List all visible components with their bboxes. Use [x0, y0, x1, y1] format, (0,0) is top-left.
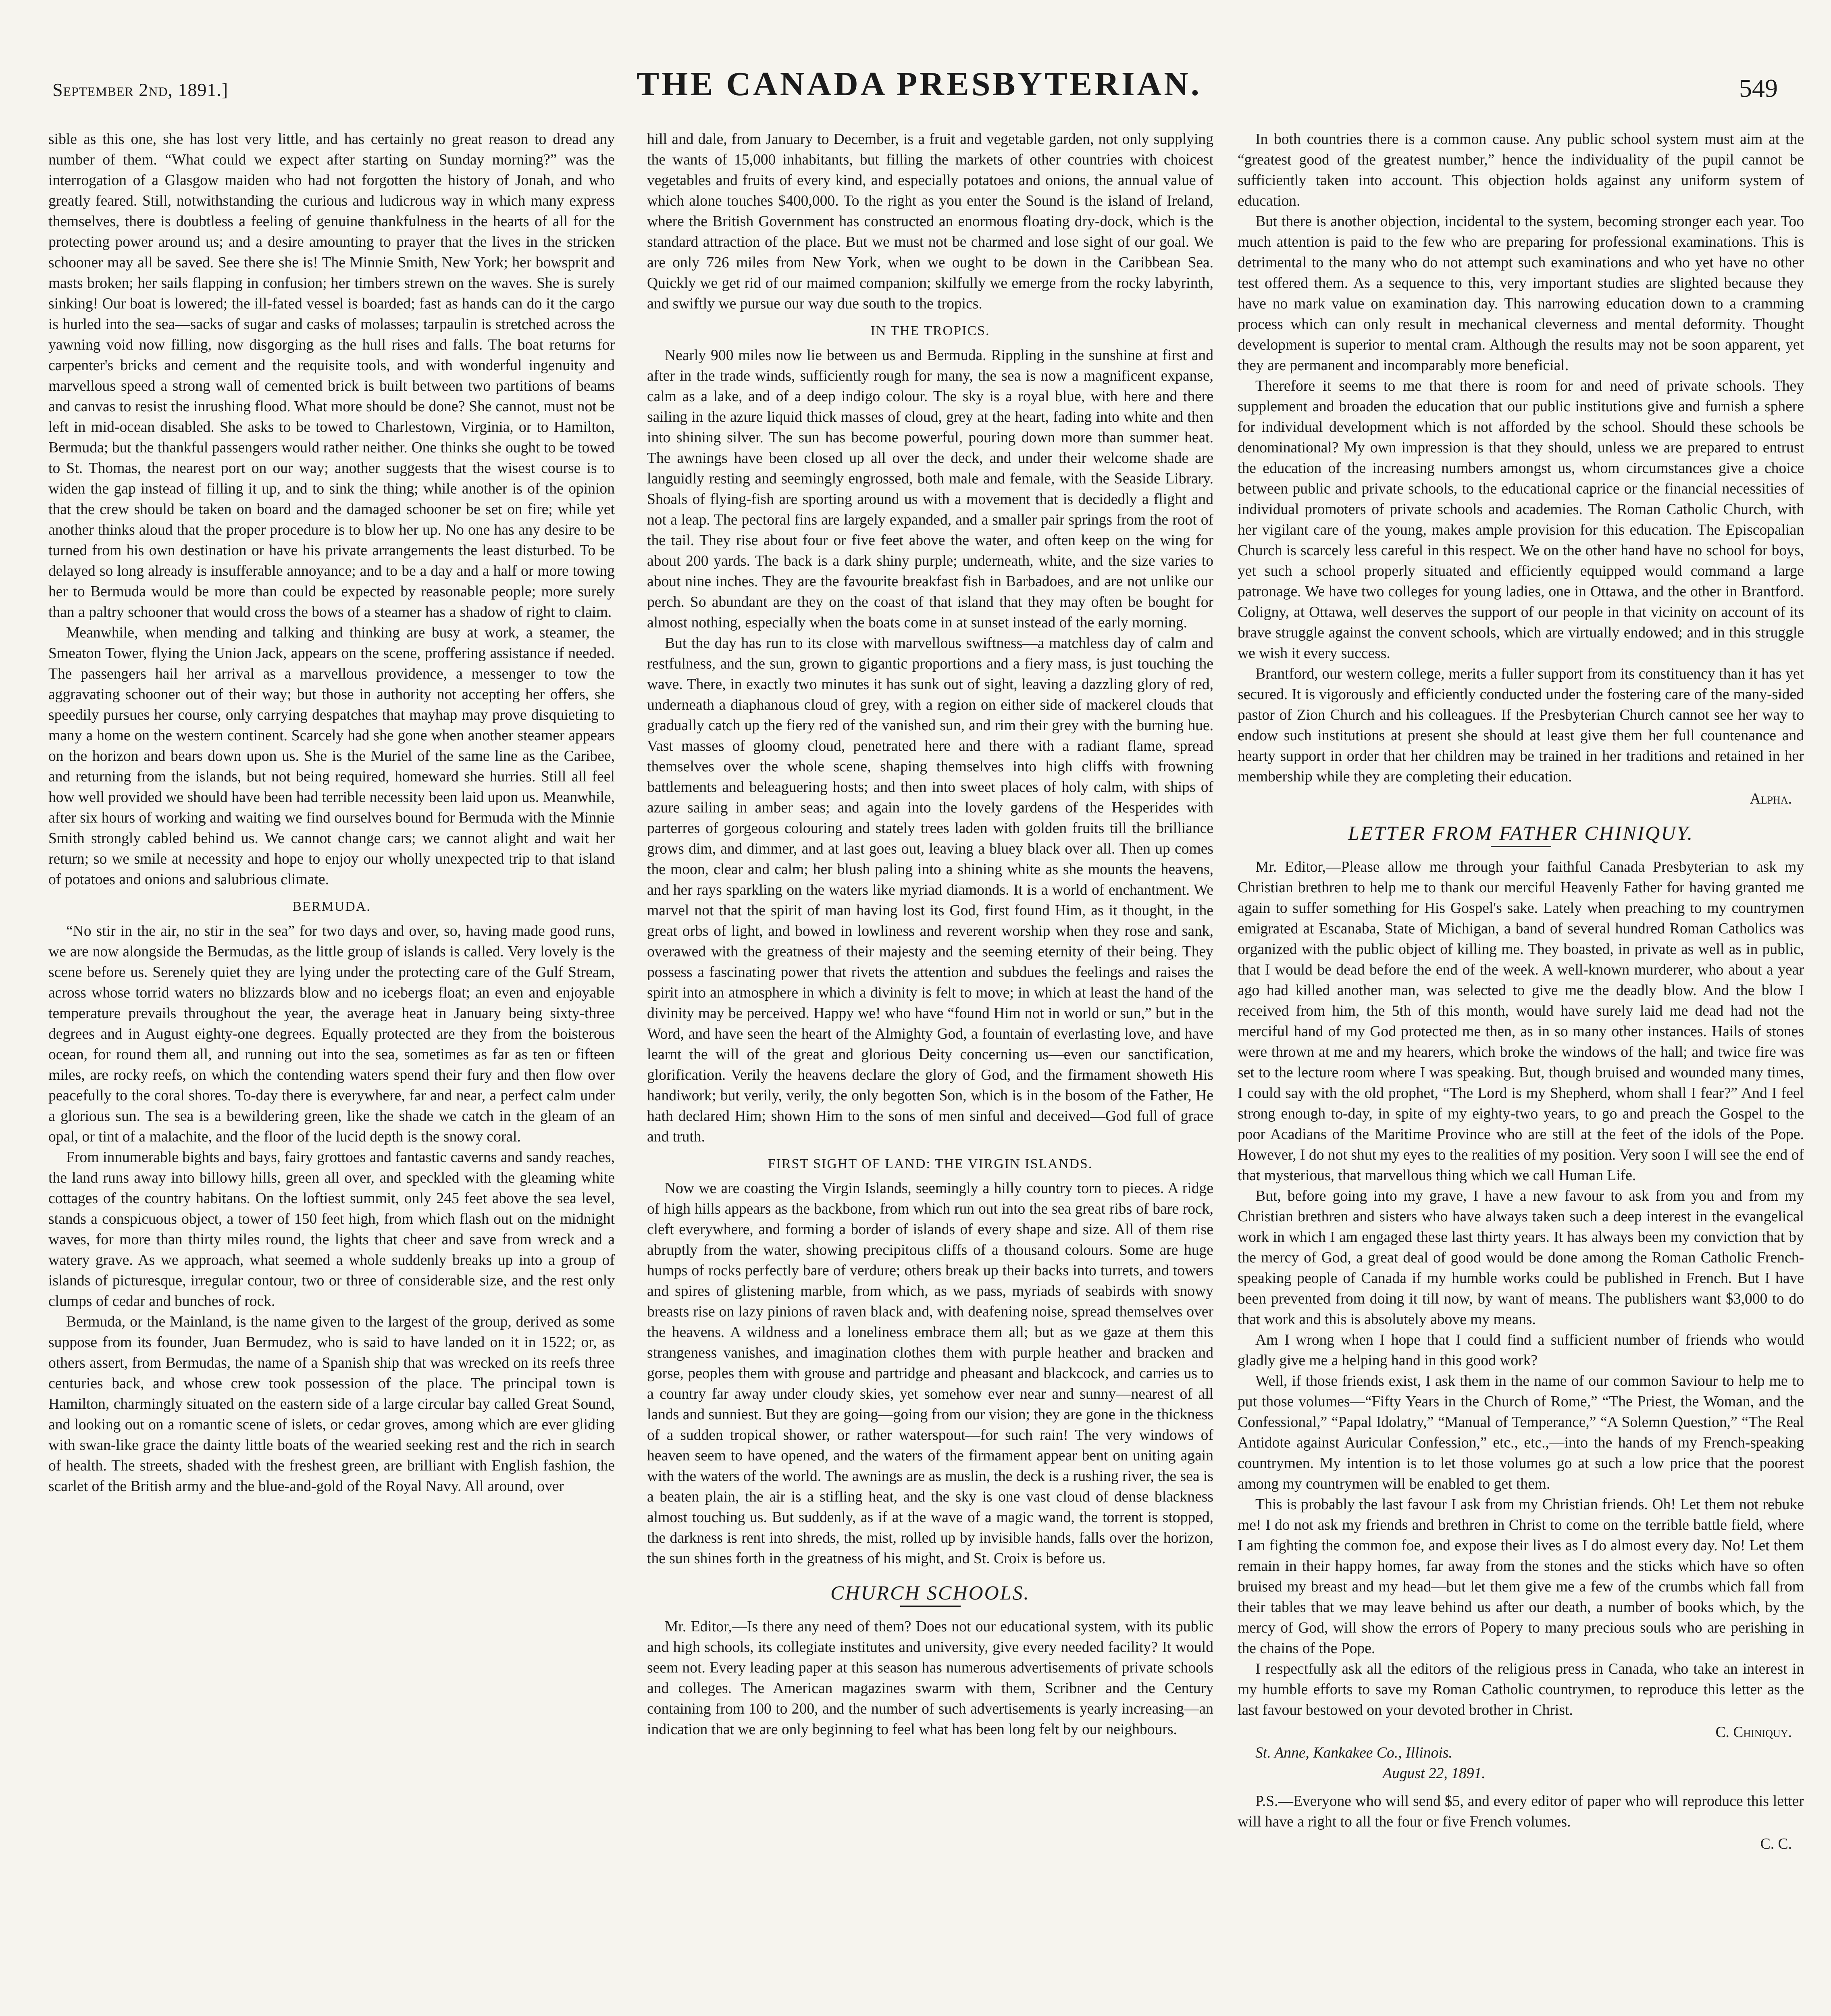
- paragraph: But there is another objection, incidental to the system, becoming stronger each year. Too much attention is paid to the few who are preparing for professional examinations. This is detrimental to the many who do not attempt such examinations and who yet have no other test offered them. As a sequence to this, very important studies are slighted because they have no mark value on examination day. This narrowing education down to a cramming process which can only result in mechanical cleverness and mental deformity. Thought development is superior to mental cram. Although the results may not be soon apparent, yet they are permanent and incomparably more beneficial.: [1238, 213, 1804, 374]
- publication-title: THE CANADA PRESBYTERIAN.: [637, 65, 1202, 103]
- column-1: [48, 129, 615, 2016]
- paragraph: From innumerable bights and bays, fairy grottoes and fantastic caverns and sandy reaches, the land runs away into billowy hills, green all over, and speckled with the gleaming white cottages of the country habitans. On the loftiest summit, only 245 feet above the sea level, stands a conspicuous object, a tower of 150 feet high, from which flash out on the midnight waves, for more than thirty miles round, the lights that cheer and save from wreck and a watery grave. As we approach, what seemed a whole suddenly breaks up into a group of islands of picturesque, irregular contour, two or three of considerable size, and the rest only clumps of cedar and bunches of rock.: [48, 1149, 615, 1310]
- page-number: 549: [1739, 74, 1778, 102]
- title-rule: [1491, 846, 1551, 847]
- paragraph: Therefore it seems to me that there is room for and need of private schools. They supplement and broaden the education that our public institutions give and furnish a sphere for individual development which is not afforded by the school. Should these schools be denominational? My own impression is that they should, unless we are prepared to entrust the education of the increasing numbers amongst us, whom circumstances give a choice between public and private schools, to the educational caprice or the financial necessities of individual promoters of private schools and academies. The Roman Catholic Church, with her vigilant care of the young, makes ample provision for this education. The Episcopalian Church is scarcely less careful in this respect. We on the other hand have no school for boys, yet such a school properly situated and efficiently equipped would command a large patronage. We have two colleges for young ladies, one in Ottawa, and the other in Brantford. Coligny, at Ottawa, well deserves the support of our people in that vicinity on account of its brave struggle against the convent schools, which are virtually endowed; and in this struggle we wish it every success.: [1238, 378, 1804, 662]
- paragraph: This is probably the last favour I ask from my Christian friends. Oh! Let them not rebuke me! I do not ask my friends and brethren in Christ to come on the terrible battle field, where I am fighting the common foe, and expose their lives as I do almost every day. No! Let them remain in their happy homes, far away from the stones and the sticks which have so often bruised my breast and my head—but let them give me a few of the crumbs which fall from their tables that we may leave behind us after our death, a number of books which, by the mercy of God, will show the errors of Popery to many precious souls who are perishing in the chains of the Pope.: [1238, 1496, 1804, 1657]
- signature-alpha: Alpha.: [1750, 791, 1792, 807]
- section-heading-bermuda: BERMUDA.: [292, 899, 371, 914]
- title-rule: [900, 1606, 961, 1607]
- masthead: [48, 65, 1790, 117]
- postscript-signature: C. C.: [1760, 1836, 1792, 1852]
- postscript: P.S.—Everyone who will send $5, and every editor of paper who will reproduce this letter will have a right to all the four or five French volumes.: [1238, 1793, 1804, 1830]
- section-heading-tropics: IN THE TROPICS.: [870, 323, 990, 338]
- paragraph: In both countries there is a common cause. Any public school system must aim at the “greatest good of the greatest number,” hence the individuality of the pupil cannot be sufficiently taken into account. This objection holds against any uniform system of education.: [1238, 131, 1804, 209]
- letter-place: St. Anne, Kankakee Co., Illinois.: [1255, 1745, 1452, 1761]
- paragraph: Mr. Editor,—Is there any need of them? Does not our educational system, with its public and high schools, its collegiate institutes and university, give every needed facility? It would seem not. Every leading paper at this season has numerous advertisements of private schools and colleges. The American magazines swarm with them, Scribner and the Century containing from 100 to 200, and the number of such advertisements is yearly increasing—an indication that we are only beginning to feel what has been long felt by our neighbours.: [647, 1618, 1213, 1738]
- section-heading-virgin-islands: FIRST SIGHT OF LAND: THE VIRGIN ISLANDS.: [768, 1156, 1093, 1171]
- paragraph: hill and dale, from January to December, is a fruit and vegetable garden, not only supplying the wants of 15,000 inhabitants, but filling the markets of other countries with choicest vegetables and fruits of every kind, and especially potatoes and onions, the annual value of which alone touches $400,000. To the right as you enter the Sound is the island of Ireland, where the British Government has constructed an enormous floating dry-dock, which is the standard attraction of the place. But we must not be charmed and lose sight of our goal. We are only 726 miles from New York, when we ought to be down in the Caribbean Sea. Quickly we get rid of our maimed companion; skilfully we emerge from the rocky labyrinth, and swiftly we pursue our way due south to the tropics.: [647, 131, 1213, 312]
- column-3: [1238, 129, 1804, 2016]
- paragraph: I respectfully ask all the editors of the religious press in Canada, who take an interest in my humble efforts to save my Roman Catholic countrymen, to reproduce this letter as the last favour bestowed on your devoted brother in Christ.: [1238, 1661, 1804, 1718]
- paragraph: Mr. Editor,—Please allow me through your faithful Canada Presbyterian to ask my Christian brethren to help me to thank our merciful Heavenly Father for having granted me again to suffer something for His Gospel's sake. Lately when preaching to my countrymen emigrated at Escanaba, State of Michigan, a band of several hundred Roman Catholics was organized with the public object of killing me. They boasted, in private as well as in public, that I would be dead before the end of the week. A well-known murderer, who about a year ago had killed another man, was selected to give me the deadly blow. And the blow I received from him, the 5th of this month, would have surely laid me dead had not the merciful hand of my God protected me then, as in so many other instances. Hails of stones were thrown at me and my hearers, which broke the windows of the hall; and twice fire was set to the lecture room where I was speaking. But, though bruised and wounded many times, I could say with the old prophet, “The Lord is my Shepherd, whom shall I fear?” And I feel strong enough to-day, in spite of my eighty-two years, to go and preach the Gospel to the poor Acadians of the Maritime Province who are still at the feet of the idols of the Pope. However, I do not shut my eyes to the realities of my position. Very soon I will see the end of that mysterious, that marvellous thing which we call Human Life.: [1238, 859, 1804, 1184]
- paragraph: “No stir in the air, no stir in the sea” for two days and over, so, having made good runs, we are now alongside the Bermudas, as the little group of islands is called. Very lovely is the scene before us. Serenely quiet they are lying under the protecting care of the Gulf Stream, across whose torrid waters no blizzards blow and no icebergs float; an even and enjoyable temperature prevails throughout the year, the average heat in January being sixty-three degrees and in August eighty-one degrees. Equally protected are they from the boisterous ocean, for round them all, and running out into the sea, sometimes as far as ten or fifteen miles, are rocky reefs, on which the contending waters spend their fury and then flow over peacefully to the coral shores. To-day there is everywhere, far and near, a perfect calm under a glorious sun. The sea is a bewildering green, like the shade we catch in the gleam of an opal, or tint of a malachite, and the floor of the lucid depth is the snowy coral.: [48, 923, 615, 1145]
- paragraph: Meanwhile, when mending and talking and thinking are busy at work, a steamer, the Smeaton Tower, flying the Union Jack, appears on the scene, proffering assistance if needed. The passengers hail her arrival as a marvellous providence, a messenger to tow the aggravating schooner out of their way; but those in authority not accepting her offers, she speedily pursues her course, only carrying despatches that mayhap may prove disquieting to many a home on the western continent. Scarcely had she gone when another steamer appears on the horizon and bears down upon us. She is the Muriel of the same line as the Caribee, and returning from the islands, but not being required, homeward she hurries. Still all feel how well provided we should have been had terrible necessity been laid upon us. Meanwhile, after six hours of working and waiting we find ourselves bound for Bermuda with the Minnie Smith strongly cabled behind us. We cannot change cars; we cannot alight and wait her return; so we smile at necessity and hope to enjoy our wholly unexpected trip to that island of potatoes and onions and salubrious climate.: [48, 625, 615, 888]
- paragraph: Am I wrong when I hope that I could find a sufficient number of friends who would gladly give me a helping hand in this good work?: [1238, 1332, 1804, 1369]
- signature-chiniquy: C. Chiniquy.: [1715, 1724, 1792, 1741]
- paragraph: Now we are coasting the Virgin Islands, seemingly a hilly country torn to pieces. A ridge of high hills appears as the backbone, from which run out into the sea great ribs of bare rock, cleft everywhere, and forming a border of islands of every shape and size. All of them rise abruptly from the water, showing precipitous cliffs of a thousand colours. Some are huge humps of rocks perfectly bare of verdure; others break up their backs into turrets, and towers and spires of glistening marble, from which, as we pass, myriads of seabirds with snowy breasts rise on lazy pinions of raven black and, with deafening noise, spread themselves over the heavens. A wildness and a loneliness embrace them all; but as we gaze at them this strangeness vanishes, and imagination clothes them with purple heather and bracken and gorse, peoples them with grouse and partridge and pheasant and blackcock, and carries us to a country far away under cloudy skies, yet somehow ever near and sunny—nearest of all lands and sunniest. But they are going—going from our vision; they are gone in the thickness of a sudden tropical shower, or rather waterspout—for such rain! The very windows of heaven seem to have opened, and the waters of the firmament appear bent on uniting again with the waters of the world. The awnings are as muslin, the deck is a rushing river, the sea is a beaten plain, the air is a stifling heat, and the sky is one vast cloud of dense blackness almost touching us. But suddenly, as if at the wave of a magic wand, the torrent is stopped, the darkness is rent into shreds, the mist, rolled up by invisible hands, falls over the horizon, the sun shines forth in the greatness of his might, and St. Croix is before us.: [647, 1180, 1213, 1567]
- paragraph: Bermuda, or the Mainland, is the name given to the largest of the group, derived as some suppose from its founder, Juan Bermudez, who is said to have landed on it in 1522; or, as others assert, from Bermudas, the name of a Spanish ship that was wrecked on its reefs three centuries back, and whose crew took possession of the place. The principal town is Hamilton, charmingly situated on the eastern side of a large circular bay called Great Sound, and looking out on a romantic scene of islets, or cedar groves, among which are ever gliding with swan-like grace the dainty little boats of the wearied seeking rest and the rich in search of health. The streets, shaded with the freshest green, are brilliant with English fashion, the scarlet of the British army and the blue-and-gold of the Royal Navy. All around, over: [48, 1314, 615, 1495]
- paragraph: sible as this one, she has lost very little, and has certainly no great reason to dread any number of them. “What could we expect after starting on Sunday morning?” was the interrogation of a Glasgow maiden who had not forgotten the history of Jonah, and who greatly feared. Still, notwithstanding the curious and ludicrous way in which many express themselves, there is doubtless a feeling of genuine thankfulness in the hearts of all for the protecting power around us; and a desire amounting to prayer that the lives in the stricken schooner may all be saved. See there she is! The Minnie Smith, New York; her bowsprit and masts broken; her sails flapping in confusion; her timbers strewn on the waves. She is surely sinking! Our boat is lowered; the ill-fated vessel is boarded; fast as hands can do it the cargo is hurled into the sea—sacks of sugar and casks of molasses; tarpaulin is stretched across the yawning void now filling, now disgorging as the hull rises and falls. The boat returns for carpenter's bricks and cement and the requisite tools, and with wonderful ingenuity and marvellous speed a strong wall of cemented brick is built between two partitions of beams and canvas to resist the inrushing flood. What more should be done? She cannot, must not be left in mid-ocean disabled. She asks to be towed to Charlestown, Virginia, or to Hamilton, Bermuda; but the thankful passengers would rather neither. One thinks she ought to be towed to St. Thomas, the nearest port on our way; another suggests that the wisest course is to widen the gap instead of filling it up, and to sink the thing; while another is of the opinion that the crew should be taken on board and the damaged schooner be set on fire; while yet another thinks aloud that the proper procedure is to blow her up. No one has any desire to be turned from his own destination or have his private arrangements the least disturbed. To be delayed so long already is insufferable annoyance; and to be a day and a half or more towing her to Bermuda would be more than could be expected by reasonable people; more surely than a paltry schooner that would cross the bows of a steamer has a shadow of right to claim.: [48, 131, 615, 621]
- paragraph: But the day has run to its close with marvellous swiftness—a matchless day of calm and restfulness, and the sun, grown to gigantic proportions and a fiery mass, is just touching the wave. There, in exactly two minutes it has sunk out of sight, leaving a dazzling glory of red, underneath a diaphanous cloud of grey, with a region on either side of mackerel clouds that gradually catch up the fiery red of the vanished sun, and rim their grey with the burning hue. Vast masses of gloomy cloud, penetrated here and there with a radiant flame, spread themselves over the whole scene, shaping themselves into high cliffs with frowning battlements and beleaguering hosts; and then into sweet places of holy calm, with ships of azure sailing in amber seas; and again into the lovely gardens of the Hesperides with parterres of gorgeous colouring and stately trees laden with golden fruits till the brilliance grows dim, and dimmer, and at last goes out, leaving a bluey black over all. Then up comes the moon, clear and calm; her blush paling into a shining white as she mounts the heavens, and her rays sparkling on the waters like myriad diamonds. It is a world of enchantment. We marvel not that the spirit of man having lost its God, first found Him, as it thought, in the great orbs of light, and bowed in lowliness and reverent worship when they rose and sank, overawed with the greatness of their majesty and the seeming eternity of their being. They possess a fascinating power that rivets the attention and subdues the feelings and raises the spirit into an atmosphere in which a divinity is felt to move; in which at least the hand of the divinity may be perceived. Happy we! who have “found Him not in world or sun,” but in the Word, and have seen the heart of the Almighty God, a fountain of everlasting love, and have learnt the will of the great and glorious Deity concerning us—even our sanctification, glorification. Verily the heavens declare the glory of God, and the firmament showeth His handiwork; but verily, verily, the only begotten Son, which is in the bosom of the Father, He hath declared Him; shown Him to the sons of men sinful and deceived—God full of grace and truth.: [647, 635, 1213, 1145]
- letter-date: August 22, 1891.: [1383, 1765, 1486, 1782]
- issue-date: September 2nd, 1891.]: [52, 79, 229, 100]
- article-title-church-schools: CHURCH SCHOOLS.: [830, 1581, 1030, 1604]
- paragraph: But, before going into my grave, I have a new favour to ask from you and from my Christian brethren and sisters who have always taken such a deep interest in the evangelical work in which I am engaged these last thirty years. It has always been my conviction that by the mercy of God, a great deal of good would be done among the Roman Catholic French-speaking people of Canada if my humble works could be published in French. But I have been prevented from doing it till now, by want of means. The publishers want $3,000 to do that work and this is absolutely above my means.: [1238, 1188, 1804, 1328]
- paragraph: Nearly 900 miles now lie between us and Bermuda. Rippling in the sunshine at first and after in the trade winds, sufficiently rough for many, the sea is now a magnificent expanse, calm as a lake, and of a deep indigo colour. The sky is a royal blue, with here and there sailing in the azure liquid thick masses of cloud, grey at the heart, fading into white and then into shining silver. The sun has become powerful, pouring down more than summer heat. The awnings have been closed up all over the deck, and under their welcome shade are languidly resting and seemingly engrossed, both male and female, with the Seaside Library. Shoals of flying-fish are sporting around us with a movement that is decidedly a flight and not a leap. The pectoral fins are largely expanded, and a smaller pair springs from the root of the tail. They rise about four or five feet above the water, and often keep on the wing for about 200 yards. The back is a dark shiny purple; underneath, white, and the size varies to about nine inches. They are the favourite breakfast fish in Barbadoes, and are not unlike our perch. So abundant are they on the coast of that island that they may often be bought for almost nothing, especially when the boats come in at sunset instead of the early morning.: [647, 347, 1213, 631]
- paragraph: Well, if those friends exist, I ask them in the name of our common Saviour to help me to put those volumes—“Fifty Years in the Church of Rome,” “The Priest, the Woman, and the Confessional,” “Papal Idolatry,” “Manual of Temperance,” “A Solemn Question,” “The Real Antidote against Auricular Confession,” etc., etc.,—into the hands of my French-speaking countrymen. My intention is to let those volumes go at such a low price that the poorest among my countrymen will be enabled to get them.: [1238, 1373, 1804, 1492]
- paragraph: Brantford, our western college, merits a fuller support from its constituency than it has yet secured. It is vigorously and efficiently conducted under the fostering care of the many-sided pastor of Zion Church and his colleagues. If the Presbyterian Church cannot see her way to endow such institutions at present she should at least give them her full countenance and hearty support in order that her children may be trained in her traditions and retained in her membership while they are completing their education.: [1238, 666, 1804, 785]
- article-title-chiniquy-letter: LETTER FROM FATHER CHINIQUY.: [1348, 822, 1694, 844]
- column-2: [647, 129, 1213, 2016]
